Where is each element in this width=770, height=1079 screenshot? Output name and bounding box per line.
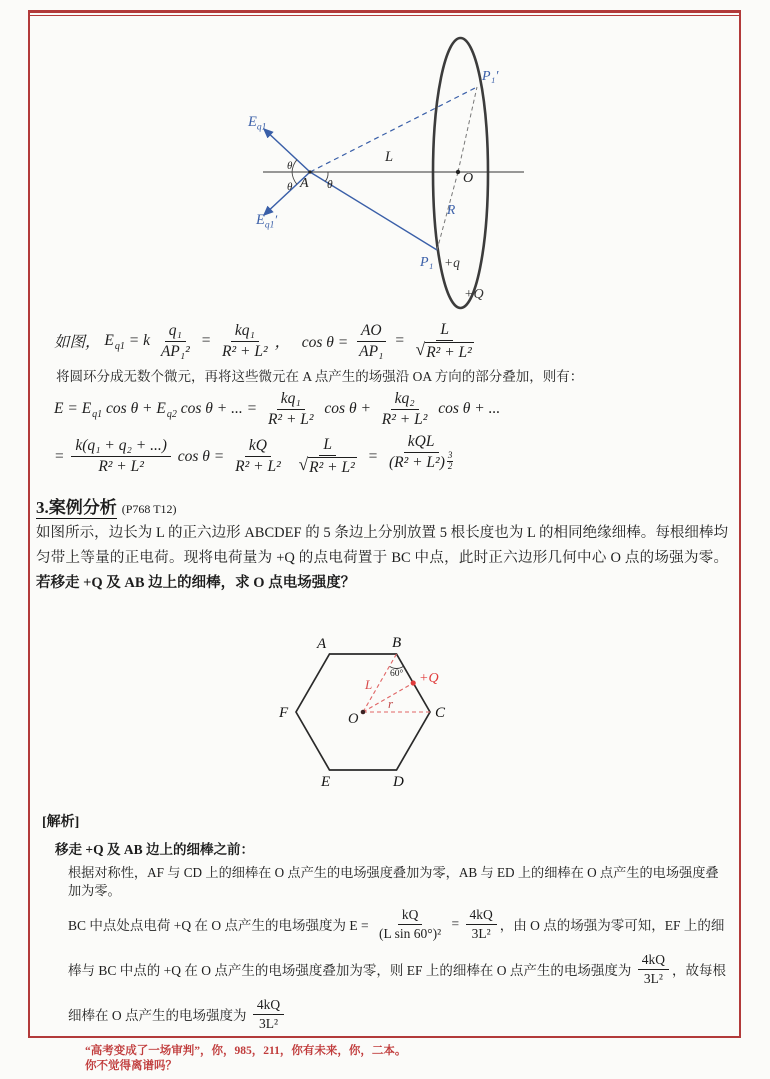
label-p1: P₁ (420, 255, 434, 270)
math-text: = (54, 447, 69, 465)
math-text: E = (54, 400, 82, 417)
math-text: = (448, 916, 463, 931)
math-var: E q1 (104, 332, 125, 352)
hex-label-b: B (392, 635, 402, 651)
charge-dot (411, 680, 416, 685)
math-text: cos θ + ... (434, 400, 501, 417)
sqrt: √ R² + L² (298, 455, 355, 477)
hex-center-dot (361, 710, 366, 715)
label-o: O (463, 171, 474, 186)
label-plus-Q-ring: +Q (464, 287, 484, 302)
label-eq1-sub: q1 (256, 122, 267, 133)
derivation-note: 将圆环分成无数个微元，再将这些微元在 A 点产生的场强沿 OA 方向的部分叠加，则有： (56, 369, 584, 384)
math-text: = (363, 447, 382, 465)
math-text: BC 中点处点电荷 +Q 在 O 点产生的电场强度为 E = (68, 918, 372, 933)
label-eq1p-prime-mark: ′ (274, 212, 278, 227)
hex-label-e: E (321, 774, 331, 790)
sqrt: √ R² + L² (415, 339, 472, 361)
charged-ring (433, 38, 488, 308)
label-r: R (447, 202, 456, 217)
analysis-paragraph (68, 864, 730, 899)
footer-note (85, 1044, 406, 1074)
hex-label-a: A (317, 636, 327, 652)
math-var: E q2 (156, 400, 177, 420)
analysis-header: [解析] (42, 815, 80, 830)
fraction: $\frac{AO}{\text{AP₁}}$ (355, 322, 387, 361)
math-text: = k (124, 332, 154, 349)
label-a: A (300, 176, 309, 191)
point-a-dot (308, 170, 311, 173)
footer-line2: 你不觉得离谱吗？ (85, 1060, 177, 1072)
label-theta-right: θ (327, 179, 333, 191)
hex-label-f: F (279, 705, 289, 721)
analysis-p1-line2: 加为零。 (68, 882, 121, 898)
label-eq1p-main: E (256, 212, 265, 228)
math-text: 细棒在 O 点产生的电场强度为 (68, 1008, 250, 1023)
line-a-p1prime (310, 87, 477, 172)
section-ref: (P768 T12) (121, 502, 177, 516)
hex-label-r: r (388, 696, 394, 711)
angle-arc-theta-upper (292, 160, 297, 172)
angle-arc-theta-lower (292, 172, 297, 184)
math-text: 如图， (54, 334, 105, 351)
math-text: cos θ + (320, 400, 375, 417)
radius-o-p1prime (458, 87, 477, 172)
problem-statement (36, 521, 728, 596)
fraction: $\frac{\text{k(q₁ + q₂ + ...)}}{\text{R² + L²}}$ (71, 437, 171, 476)
formula-intro (54, 319, 714, 363)
point-o-dot (456, 170, 460, 174)
fraction: kQL (R² + L²) 3 2 (388, 433, 453, 471)
hexagon-diagram (263, 629, 488, 797)
analysis-formula-final (68, 994, 730, 1034)
fraction: $\frac{4kQ}{\text{3L²}}$ (638, 952, 669, 986)
hex-label-d: D (393, 774, 404, 790)
label-p1-prime: P₁′ (482, 69, 499, 84)
fraction: $\frac{\text{kq₁}}{\text{R² + L²}}$ (267, 389, 314, 428)
label-plus-q: +q (444, 255, 460, 270)
math-text: = (390, 332, 409, 349)
problem-text: 如图所示，边长为 L 的正六边形 ABCDEF 的 5 条边上分别放置 5 根长度也为 L 的相同绝缘细棒。每根细棒均匀带上等量的正电荷。现将电荷量为 +Q 的点电荷置于 BC 中点，此时正六边形几何中心 O 点的场强为零。 (36, 525, 728, 566)
label-theta-lower: θ (287, 181, 293, 193)
label-eq1-main: E (248, 114, 257, 130)
fraction: $\frac{\text{kq₁}}{\text{R² + L²}}$ (222, 321, 268, 360)
analysis-formula-bc (68, 904, 730, 944)
math-text: ， cos θ = (274, 334, 353, 351)
analysis-p1-line1: 根据对称性，AF 与 CD 上的细棒在 O 点产生的电场强度叠加为零，AB 与 ED 上的细棒在 O 点产生的电场强度叠 (68, 865, 719, 880)
math-text: 棒与 BC 中点的 +Q 在 O 点产生的电场强度叠加为零，则 EF 上的细棒在 O 点产生的电场强度为 (68, 963, 635, 978)
math-text: ，由 O 点的场强为零可知，EF 上的细 (499, 918, 725, 933)
fraction: $\frac{kQ}{\text{(L sin 60°)²}}$ (378, 906, 442, 941)
label-eq1-prime (255, 212, 277, 231)
label-eq1p-sub: q1 (264, 220, 275, 231)
label-l: L (385, 149, 394, 165)
hex-label-c: C (435, 705, 446, 721)
math-text: cos θ = (173, 447, 229, 465)
label-eq1 (247, 114, 266, 133)
math-var: E q1 (81, 400, 103, 420)
problem-question: 若移走 +Q 及 AB 边上的细棒，求 O 点电场强度？ (36, 575, 356, 591)
fraction: $\frac{4kQ}{\text{3L²}}$ (466, 907, 497, 941)
formula-result (54, 433, 714, 481)
section-title: 3.案例分析 (36, 498, 117, 517)
exponent: 3 2 (447, 449, 453, 471)
hex-label-o: O (348, 711, 359, 727)
math-text: = (196, 332, 216, 349)
fraction: $\frac{4kQ}{\text{3L²}}$ (253, 997, 284, 1031)
hex-label-plus-Q: +Q (419, 671, 439, 686)
analysis-section (42, 811, 730, 1039)
ring-field-diagram (228, 18, 548, 318)
footer-line1: “高考变成了一场审判”，你，985，211，你有未来，你，二本。 (85, 1045, 407, 1057)
hex-label-l: L (365, 677, 373, 692)
math-text (288, 448, 292, 466)
formula-superposition (54, 387, 714, 431)
page-border-frame (28, 10, 741, 1038)
hex-label-60deg: 60° (390, 669, 404, 679)
fraction: $\frac{\text{q₁}}{\text{AP₁²}}$ (160, 321, 190, 360)
section-heading (36, 493, 177, 518)
math-text: cos θ + (102, 400, 157, 417)
fraction: $\frac{kQ}{\text{R² + L²}}$ (235, 437, 281, 476)
math-text: ，故每根 (672, 963, 726, 978)
label-theta-upper: θ (287, 160, 293, 172)
fraction: $\frac{\text{kq₂}}{\text{R² + L²}}$ (381, 389, 428, 428)
analysis-subheader: 移走 +Q 及 AB 边上的细棒之前： (55, 842, 254, 857)
fraction: L √ R² + L² (415, 320, 472, 361)
fraction: L √ R² + L² (298, 436, 355, 477)
math-text: cos θ + ... = (176, 400, 261, 417)
analysis-formula-ef (68, 949, 730, 989)
derivation-block (54, 319, 714, 483)
